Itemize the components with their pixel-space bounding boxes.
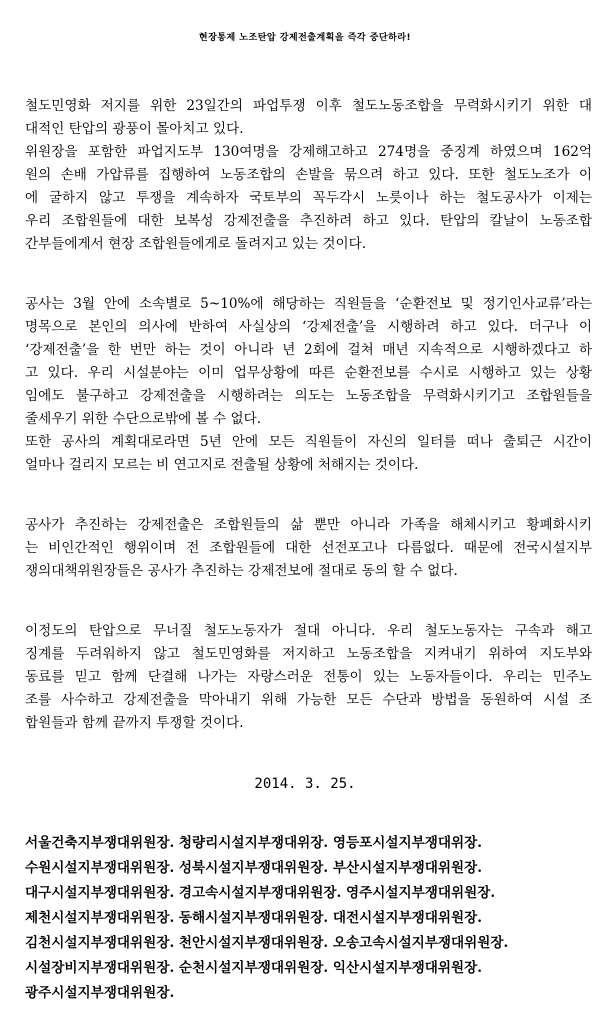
paragraph-1-line-3: 위원장을 포함한 파업지도부 130여명을 강제해고하고 274명을 중징계 하였으며 162억	[25, 144, 592, 160]
paragraph-1-line-6: 우리 조합원들에 대한 보복성 강제전출을 추진하려 하고 있다. 탄압의 칼날이 노동조합	[25, 213, 592, 229]
paragraph-1-line-1: 철도민영화 저지를 위한 23일간의 파업투쟁 이후 철도노동조합을 무력화시키기 위한 대	[25, 98, 592, 114]
signature-line-6: 시설장비지부쟁대위원장. 순천시설지부쟁대위원장. 익산시설지부쟁대위원장.	[25, 960, 483, 976]
signature-line-4: 제천시설지부쟁대위원장. 동해시설지부쟁대위원장. 대전시설지부쟁대위원장.	[25, 910, 483, 926]
paragraph-3-line-3: 쟁의대책위원장들은 공사가 추진하는 강제전보에 절대로 동의 할 수 없다.	[25, 563, 458, 579]
paragraph-1-line-4: 원의 손배 가압류를 집행하여 노동조합의 손발을 묶으려 하고 있다. 또한 철도노조가 이	[25, 167, 592, 183]
paragraph-4-line-2: 징계를 두려워하지 않고 철도민영화를 저지하고 노동조합을 지켜내기 위하여 지도부와	[25, 646, 592, 662]
paragraph-2-line-8: 얼마나 걸리지 모르는 비 연고지로 전출될 상황에 처해지는 것이다.	[25, 457, 419, 473]
paragraph-1-line-7: 간부들에게서 현장 조합원들에게로 돌려지고 있는 것이다.	[25, 236, 367, 252]
signature-line-5: 김천시설지부쟁대위원장. 천안시설지부쟁대위원장. 오송고속시설지부쟁대위원장.	[25, 935, 509, 951]
paragraph-3-line-2: 는 비인간적인 행위이며 전 조합원들에 대한 선전포고나 다름없다. 때문에 전국시설지부	[25, 540, 592, 556]
statement-date: 2014. 3. 25.	[254, 776, 356, 792]
signature-line-1: 서울건축지부쟁대위원장. 청량리시설지부쟁대위장. 영등포시설지부쟁대위장.	[25, 835, 483, 851]
paragraph-2-line-1: 공사는 3월 안에 소속별로 5~10%에 해당하는 직원들을 ‘순환전보 및 정기인사교류’라는	[25, 296, 592, 312]
signature-line-7: 광주시설지부쟁대위원장.	[25, 985, 175, 1001]
paragraph-2-line-6: 줄세우기 위한 수단으로밖에 볼 수 없다.	[25, 411, 262, 427]
paragraph-2-line-5: 임에도 불구하고 강제전출을 시행하려는 의도는 노동조합을 무력화시키기고 조합원들을	[25, 388, 592, 404]
paragraph-4-line-4: 조를 사수하고 강제전출을 막아내기 위해 가능한 모든 수단과 방법을 동원하여 시설 조	[25, 692, 592, 708]
paragraph-2-line-3: ‘강제전출’을 한 번만 하는 것이 아니라 년 2회에 걸쳐 매년 지속적으로 시행하겠다고 하	[25, 342, 592, 358]
paragraph-3-line-1: 공사가 추진하는 강제전출은 조합원들의 삶 뿐만 아니라 가족을 해체시키고 황폐화시키	[25, 517, 592, 533]
paragraph-2-line-2: 명목으로 본인의 의사에 반하여 사실상의 ‘강제전출’을 시행하려 하고 있다. 더구나 이	[25, 319, 592, 335]
paragraph-1-line-5: 에 굴하지 않고 투쟁을 계속하자 국토부의 꼭두각시 노릇이나 하는 철도공사가 이제는	[25, 190, 592, 206]
signature-line-2: 수원시설지부쟁대위원장. 성북시설지부쟁대위원장. 부산시설지부쟁대위원장.	[25, 860, 483, 876]
paragraph-4-line-3: 동료를 믿고 함께 단결해 나가는 자랑스러운 전통이 있는 노동자들이다. 우리는 민주노	[25, 669, 592, 685]
paragraph-2-line-7: 또한 공사의 계획대로라면 5년 안에 모든 직원들이 자신의 일터를 떠나 출퇴근 시간이	[25, 434, 592, 450]
paragraph-2-line-4: 고 있다. 우리 시설분야는 이미 업무상황에 따른 순환전보를 수시로 시행하고 있는 상황	[25, 365, 592, 381]
statement-title: 현장통제 노조탄압 강제전출계획을 즉각 중단하라!	[198, 33, 412, 43]
paragraph-4-line-5: 합원들과 함께 끝까지 투쟁할 것이다.	[25, 715, 244, 731]
signature-line-3: 대구시설지부쟁대위원장. 경고속시설지부쟁대위원장. 영주시설지부쟁대위원장.	[25, 885, 496, 901]
paragraph-4-line-1: 이정도의 탄압으로 무너질 철도노동자가 절대 아니다. 우리 철도노동자는 구속과 해고	[25, 623, 592, 639]
paragraph-1-line-2: 대적인 탄압의 광풍이 몰아치고 있다.	[25, 121, 244, 137]
